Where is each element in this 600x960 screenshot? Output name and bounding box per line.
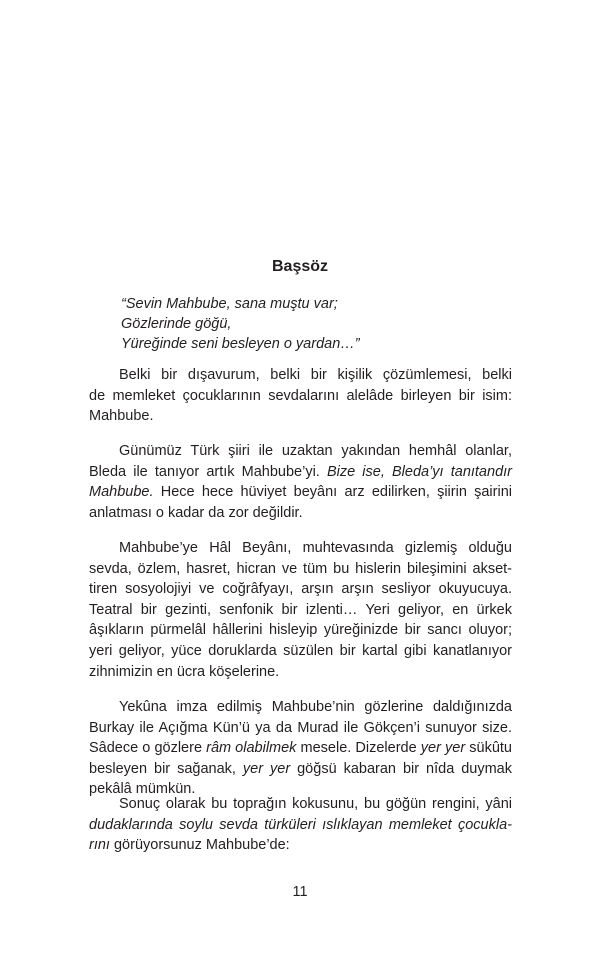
text-run: Sâdece o gözlere: [89, 740, 207, 757]
italic-text: Mahbube.: [89, 484, 154, 501]
text-run: Teatral bir gezinti, senfonik bir izlenti… Yeri geliyor, en ürkek: [89, 601, 512, 618]
paragraph-line: [89, 386, 512, 407]
italic-text: rını: [89, 837, 110, 854]
paragraph-line: [89, 600, 512, 621]
text-run: besleyen bir sağanak,: [89, 760, 243, 777]
text-run: anlatması o kadar da zor değildir.: [89, 504, 303, 521]
page-title: Başsöz: [271, 258, 329, 275]
text-run: Hece hece hüviyet beyânı arz edilirken, şiirin şairini: [153, 484, 512, 501]
epigraph-line: “Sevin Mahbube, sana muştu var;: [121, 296, 338, 312]
italic-text: dudaklarında soylu sevda türküleri ıslıklayan memleket çocukla-: [89, 816, 512, 833]
epigraph-line: Gözlerinde göğü,: [121, 316, 232, 332]
paragraph-line: [89, 718, 512, 739]
body-paragraph: [89, 697, 512, 800]
text-run: Mahbube.: [89, 408, 154, 425]
paragraph-line: [89, 579, 512, 600]
paragraph-line: [89, 620, 512, 641]
paragraph-line: [89, 559, 512, 580]
paragraph-line: [89, 738, 512, 759]
paragraph-line: [89, 503, 512, 524]
epigraph: [121, 294, 501, 354]
text-run: Günümüz Türk şiiri ile uzaktan yakından hemhâl olanlar,: [119, 443, 512, 459]
paragraph-line: [89, 641, 512, 662]
paragraph-line: [89, 835, 512, 856]
paragraph-line: [89, 482, 512, 503]
text-run: göğsü kabaran bir nîda duymak: [290, 760, 512, 777]
text-run: görüyorsunuz Mahbube’de:: [109, 837, 290, 854]
paragraph-line: [89, 406, 512, 427]
paragraph-line: [89, 662, 512, 683]
paragraph-line: [89, 538, 512, 559]
text-run: yeri geliyor, yüce doruklarda süzülen bir kartal gibi kanatlanıyor: [89, 642, 512, 659]
text-run: âşıkların pürmelâl hâllerini hisleyip yüreğinizde bir sancı oluyor;: [89, 622, 512, 639]
text-run: de memleket çocuklarının sevdalarını alelâde birleyen bir isim:: [89, 387, 512, 404]
text-run: Bleda ile tanıyor artık Mahbube’yi.: [89, 463, 327, 480]
paragraph-line: [89, 365, 512, 386]
paragraph-line: [89, 794, 512, 815]
text-run: tiren sosyolojiyi ve coğrâfyayı, arşın arşın sesliyor okuyucuya.: [89, 581, 512, 598]
text-run: zihnimizin en ücra köşelerine.: [89, 663, 280, 680]
paragraph-line: [89, 697, 512, 718]
italic-text: Bize ise, Bleda’yı tanıtandır: [326, 463, 512, 480]
text-run: Sonuç olarak bu toprağın kokusunu, bu göğün rengini, yâni: [119, 796, 512, 812]
italic-text: yer yer: [420, 740, 466, 757]
body-paragraph: [89, 441, 512, 523]
page-number: 11: [292, 884, 308, 900]
body-paragraph: [89, 365, 512, 427]
text-run: Belki bir dışavurum, belki bir kişilik çözümlemesi, belki: [119, 367, 512, 383]
body-paragraph: [89, 794, 512, 856]
text-run: sevda, özlem, hasret, hicran ve tüm bu hislerin bileşimini akset-: [89, 560, 512, 577]
paragraph-line: [89, 759, 512, 780]
italic-text: râm olabilmek: [206, 740, 297, 757]
text-run: sükûtu: [465, 740, 512, 757]
epigraph-line: Yüreğinde seni besleyen o yardan…”: [121, 336, 360, 352]
text-run: Mahbube’ye Hâl Beyânı, muhtevasında gizlemiş olduğu: [119, 540, 512, 556]
text-run: Burkay ile Açığma Kün’ü ya da Murad ile Gökçen’i sunuyor size.: [89, 719, 512, 736]
text-run: Yekûna imza edilmiş Mahbube’nin gözlerine daldığınızda: [119, 699, 512, 715]
text-run: mesele. Dizelerde: [296, 740, 421, 757]
text-run: pekâlâ mümkün.: [89, 781, 196, 798]
paragraph-line: [89, 462, 512, 483]
italic-text: yer yer: [242, 760, 291, 777]
paragraph-line: [89, 441, 512, 462]
body-paragraph: [89, 538, 512, 682]
paragraph-line: [89, 815, 512, 836]
